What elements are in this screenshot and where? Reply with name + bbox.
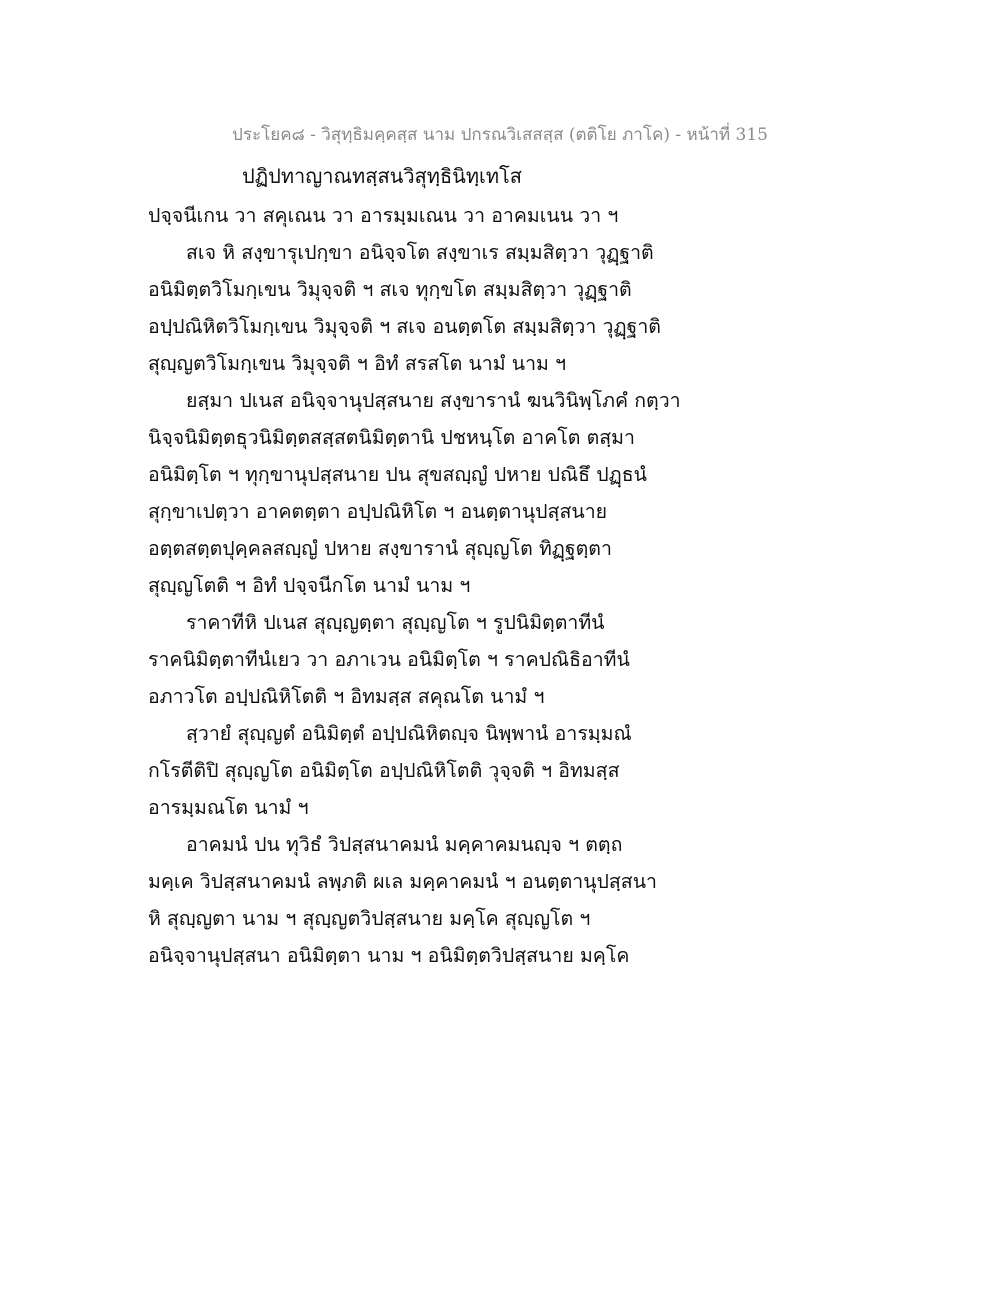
text-line: ยสฺมา ปเนส อนิจฺจานุปสฺสนาย สงฺขารานํ ฆนวินิพฺโภคํ กตฺวา bbox=[186, 389, 681, 412]
text-line: อนิมิตฺตวิโมกฺเขน วิมุจฺจติ ฯ สเจ ทุกฺขโต สมฺมสิตฺวา วุฏฺฐาติ bbox=[148, 278, 632, 301]
text-line: หิ สุญฺญตา นาม ฯ สุญฺญตวิปสฺสนาย มคฺโค สุญฺญโต ฯ bbox=[148, 907, 591, 930]
text-line: กโรตีติปิ สุญฺญโต อนิมิตฺโต อปฺปณิหิโตติ วุจฺจติ ฯ อิทมสฺส bbox=[148, 759, 620, 782]
text-line: อาคมนํ ปน ทุวิธํ วิปสฺสนาคมนํ มคฺคาคมนญฺจ ฯ ตตฺถ bbox=[186, 833, 623, 856]
text-line: อตฺตสตฺตปุคฺคลสญฺญํ ปหาย สงฺขารานํ สุญฺญโต ทิฏฺฐตฺตา bbox=[148, 537, 612, 560]
text-line: สฺวายํ สุญฺญตํ อนิมิตฺตํ อปฺปณิหิตญฺจ นิพฺพานํ อารมฺมณํ bbox=[186, 722, 632, 745]
text-line: อนิจฺจานุปสฺสนา อนิมิตฺตา นาม ฯ อนิมิตฺตวิปสฺสนาย มคฺโค bbox=[148, 944, 630, 967]
text-line: ราคาทีหิ ปเนส สุญฺญตฺตา สุญฺญโต ฯ รูปนิมิตฺตาทีนํ bbox=[186, 611, 605, 634]
text-line: อนิมิตฺโต ฯ ทุกฺขานุปสฺสนาย ปน สุขสญฺญํ ปหาย ปณิธึ ปฏฺธนํ bbox=[148, 463, 647, 486]
section-title: ปฏิปทาญาณทสฺสนวิสุทฺธินิทฺเทโส bbox=[242, 164, 522, 188]
text-line: อปฺปณิหิตวิโมกฺเขน วิมุจฺจติ ฯ สเจ อนตฺตโต สมฺมสิตฺวา วุฏฺฐาติ bbox=[148, 315, 661, 338]
text-line: ปจฺจนีเกน วา สคุเณน วา อารมฺมเณน วา อาคมเนน วา ฯ bbox=[148, 204, 619, 227]
body-text bbox=[148, 197, 708, 974]
text-line: มคฺเค วิปสฺสนาคมนํ ลพฺภติ ผเล มคฺคาคมนํ ฯ อนตฺตานุปสฺสนา bbox=[148, 870, 657, 893]
text-line: สเจ หิ สงฺขารุเปกฺขา อนิจฺจโต สงฺขาเร สมฺมสิตฺวา วุฏฺฐาติ bbox=[186, 241, 654, 264]
text-line: สุกฺขาเปตฺวา อาคตตฺตา อปฺปณิหิโต ฯ อนตฺตานุปสฺสนาย bbox=[148, 500, 608, 523]
text-line: ราคนิมิตฺตาทีนํเยว วา อภาเวน อนิมิตฺโต ฯ ราคปณิธิอาทีนํ bbox=[148, 648, 630, 671]
text-line: อารมฺมณโต นามํ ฯ bbox=[148, 796, 309, 819]
text-line: นิจฺจนิมิตฺตธุวนิมิตฺตสสฺสตนิมิตฺตานิ ปชหนฺโต อาคโต ตสฺมา bbox=[148, 426, 635, 449]
text-line: สุญฺญตวิโมกฺเขน วิมุจฺจติ ฯ อิทํ สรสโต นามํ นาม ฯ bbox=[148, 352, 567, 375]
text-line: สุญฺญโตติ ฯ อิทํ ปจฺจนีกโต นามํ นาม ฯ bbox=[148, 574, 471, 597]
text-line: อภาวโต อปฺปณิหิโตติ ฯ อิทมสฺส สคุณโต นามํ ฯ bbox=[148, 685, 545, 708]
running-header: ประโยค๘ - วิสุทฺธิมคฺคสฺส นาม ปกรณวิเสสสฺส (ตติโย ภาโค) - หน้าที่ 315 bbox=[232, 125, 768, 145]
